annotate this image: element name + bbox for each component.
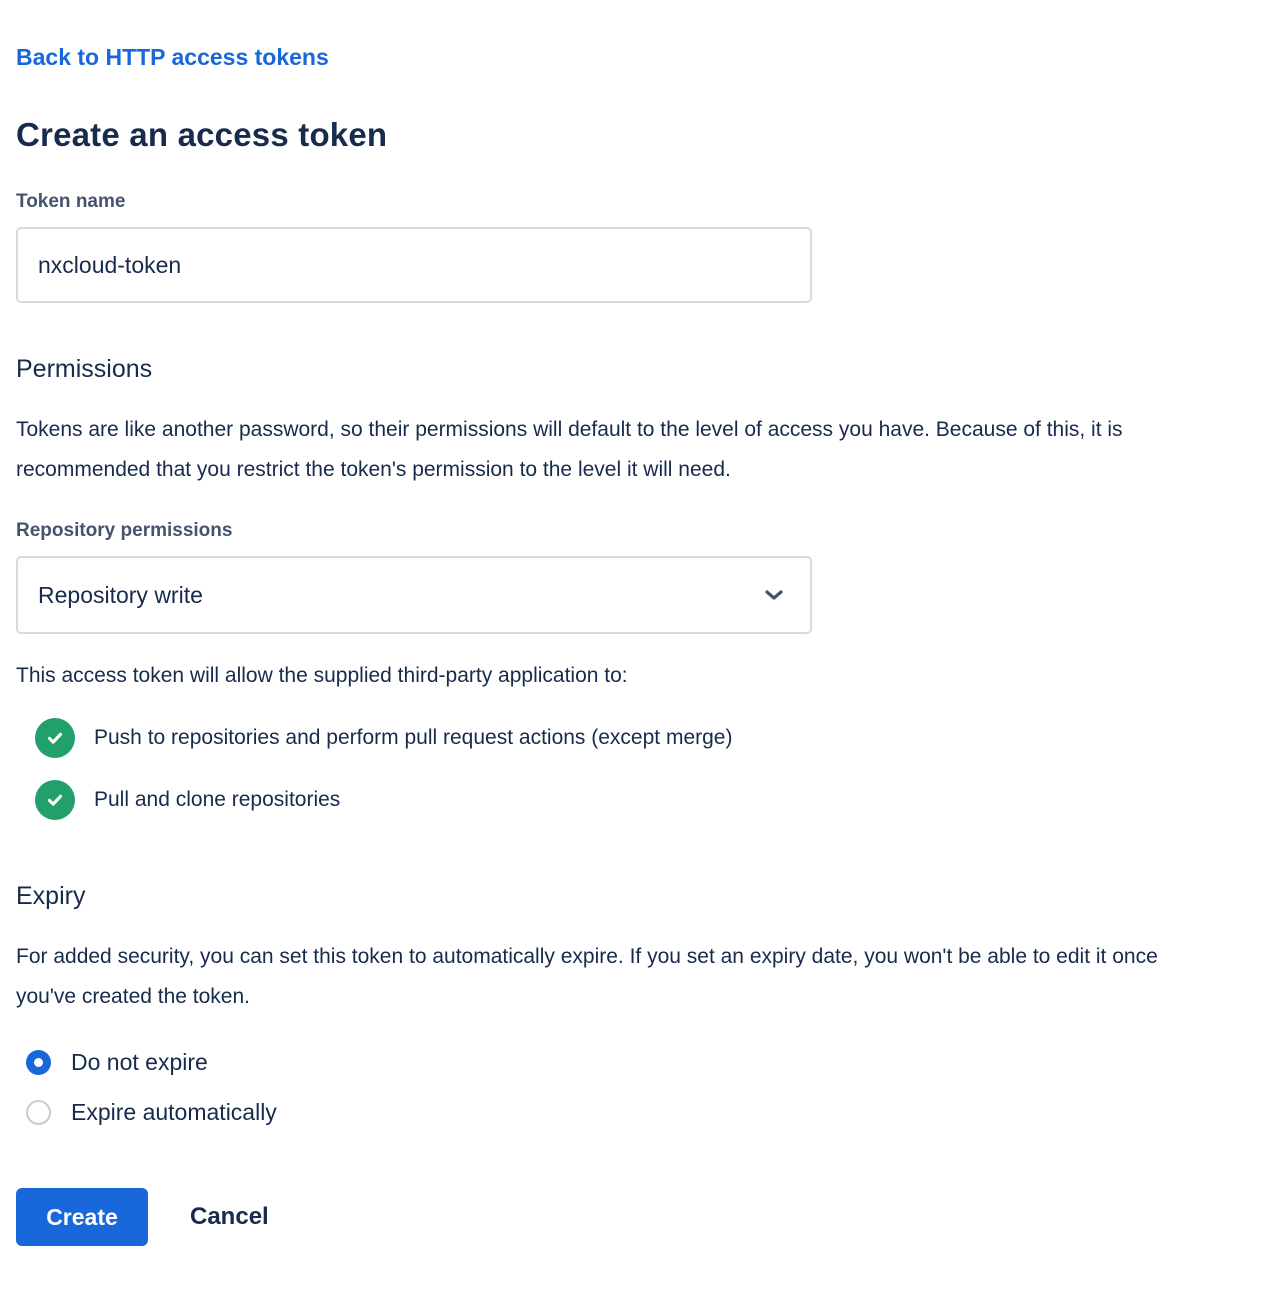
- capability-text: Pull and clone repositories: [94, 788, 341, 811]
- capability-row: [35, 780, 1258, 820]
- radio-option-do-not-expire[interactable]: [26, 1049, 1258, 1076]
- capability-text: Push to repositories and perform pull request actions (except merge): [94, 726, 733, 749]
- allow-intro-text: This access token will allow the supplied third-party application to:: [16, 664, 628, 687]
- token-name-label: Token name: [16, 191, 126, 212]
- repository-permissions-select[interactable]: [16, 556, 812, 634]
- expiry-description: For added security, you can set this token to automatically expire. If you set an expiry date, you won't be able to edit it once you've created the token.: [16, 945, 1158, 1008]
- expiry-heading: Expiry: [16, 882, 86, 910]
- radio-selected-icon[interactable]: [26, 1050, 51, 1075]
- page-title: Create an access token: [16, 116, 388, 153]
- back-to-http-access-tokens-link[interactable]: Back to HTTP access tokens: [16, 44, 329, 70]
- radio-unselected-icon[interactable]: [26, 1100, 51, 1125]
- radio-option-expire-automatically[interactable]: [26, 1099, 1258, 1126]
- check-circle-icon: [35, 780, 75, 820]
- cancel-button[interactable]: Cancel: [190, 1203, 269, 1230]
- repository-permissions-selected-value: Repository write: [38, 581, 203, 608]
- radio-label: Do not expire: [71, 1049, 208, 1075]
- create-button[interactable]: Create: [16, 1188, 148, 1246]
- radio-label: Expire automatically: [71, 1099, 277, 1125]
- expiry-radio-group: [16, 1049, 1258, 1126]
- token-name-input[interactable]: [16, 227, 812, 303]
- form-actions: [16, 1188, 1258, 1246]
- repository-permissions-label: Repository permissions: [16, 520, 233, 541]
- permissions-heading: Permissions: [16, 355, 153, 383]
- check-circle-icon: [35, 718, 75, 758]
- capability-row: [35, 718, 1258, 758]
- chevron-down-icon: [762, 583, 786, 607]
- permissions-description: Tokens are like another password, so their permissions will default to the level of access you have. Because of this, it is recommended that you restrict the token's permission to the level it will need.: [16, 418, 1123, 481]
- capability-list: [16, 718, 1258, 820]
